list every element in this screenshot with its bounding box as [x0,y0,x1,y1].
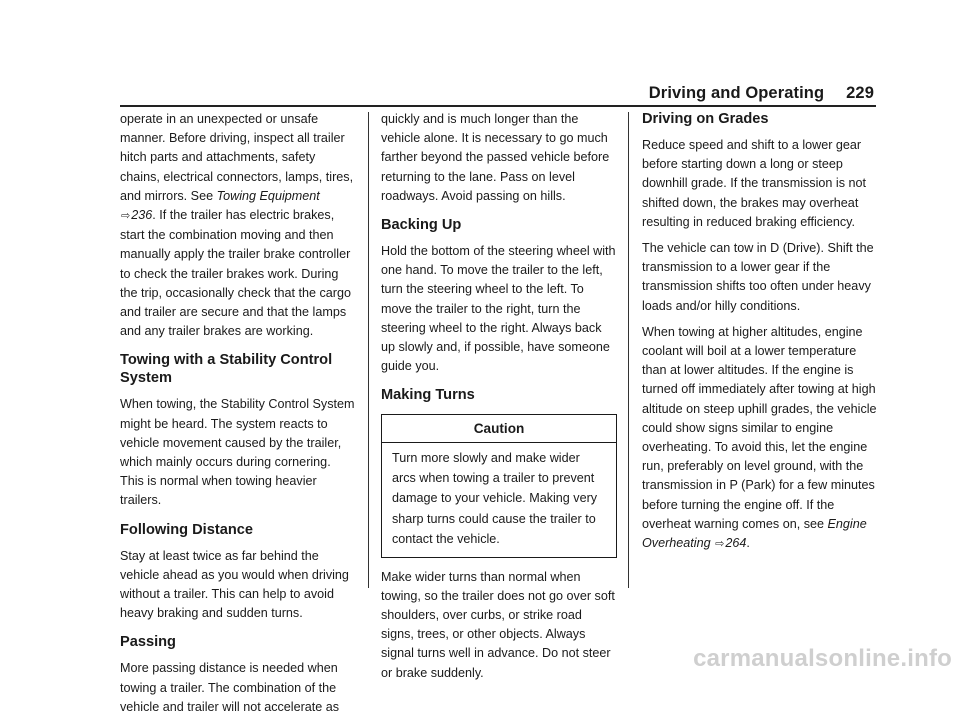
page-ref-arrow-icon: ⇨ [715,538,725,551]
heading-stability-control: Towing with a Stability Control System [120,352,333,387]
link-towing-equipment[interactable]: Towing Equipment [216,188,320,203]
paragraph-passing: More passing distance is needed when towing a trailer. The combination of the vehicle and trailer will not accelerate as [120,661,340,714]
page-header [649,84,874,103]
paragraph-making-turns: Make wider turns than normal when towing, so the trailer does not go over soft shoulders, over curbs, or strike road signs, trees, or other objects. Always signal turns well in advance. Do not steer or brake suddenly. [381,569,615,680]
page-number: 229 [846,84,874,102]
paragraph-passing-continued: quickly and is much longer than the vehicle alone. It is necessary to go much farther beyond the passed vehicle before returning to the lane. Pass on level roadways. Avoid passing on hills. [381,112,610,203]
paragraph-grades-1: Reduce speed and shift to a lower gear before starting down a long or steep downhill grade. If the transmission is not shifted down, the brakes may overheat resulting in reduced braking efficiency. [642,138,867,229]
page-ref-264[interactable]: 264 [725,536,747,551]
paragraph-backing-up: Hold the bottom of the steering wheel with one hand. To move the trailer to the left, turn the steering wheel to the left. To move the trailer to the right, turn the steering wheel to the right. Always back up slowly and, if possible, have someone guide you. [381,244,616,374]
paragraph-grades-3: When towing at higher altitudes, engine coolant will boil at a lower temperature than at lower altitudes. If the engine is turned off immediately after towing at high altitude on steep uphill grades, the vehicle could show signs similar to engine overheating. To avoid this, let the engine run, preferably on level ground, with the transmission in P (Park) for a few minutes before turning the engine off. If the overheat warning comes on, see Engine Overheating ⇨264. [642,324,877,551]
paragraph-following-distance: Stay at least twice as far behind the vehicle ahead as you would when driving without a trailer. This can help to avoid heavy braking and sudden turns. [120,548,349,621]
watermark: carmanualsonline.info [693,645,952,672]
heading-following-distance: Following Distance [120,521,253,538]
page-ref-236[interactable]: 236 [131,208,153,223]
column-2 [381,110,617,690]
page-ref-arrow-icon: ⇨ [121,210,131,223]
heading-driving-on-grades: Driving on Grades [642,111,769,127]
paragraph-grades-2: The vehicle can tow in D (Drive). Shift the transmission to a lower gear if the transmission shifts too often under heavy loads and/or hilly conditions. [642,241,874,313]
heading-passing: Passing [120,634,176,651]
column-3 [642,110,878,561]
paragraph-stability-control: When towing, the Stability Control System might be heard. The system reacts to vehicle movement caused by the trailer, which mainly occurs during cornering. This is normal when towing heavier trailers. [120,397,355,508]
link-engine-overheating[interactable]: Engine Overheating [642,516,867,551]
heading-making-turns: Making Turns [381,387,475,404]
header-rule [120,105,876,107]
column-divider-1 [368,112,369,588]
heading-backing-up: Backing Up [381,217,462,234]
paragraph-inspection: operate in an unexpected or unsafe manner. Before driving, inspect all trailer hitch parts and attachments, safety chains, electrical connectors, lamps, tires, and mirrors. See Towing Equipment ⇨236. If the trailer has electric brakes, start the combination moving and then manually apply the trailer brake controller to check the trailer brakes work. During the trip, occasionally check that the cargo and trailer are secure and that the lamps and any trailer brakes are working. [120,112,354,339]
caution-text: Turn more slowly and make wider arcs when towing a trailer to prevent damage to your vehicle. Making very sharp turns could cause the trailer to contact the vehicle. [392,450,598,547]
column-1 [120,110,356,724]
caution-box [381,414,617,557]
caution-title: Caution [382,415,616,442]
section-title: Driving and Operating [648,84,825,102]
column-divider-2 [628,112,629,588]
